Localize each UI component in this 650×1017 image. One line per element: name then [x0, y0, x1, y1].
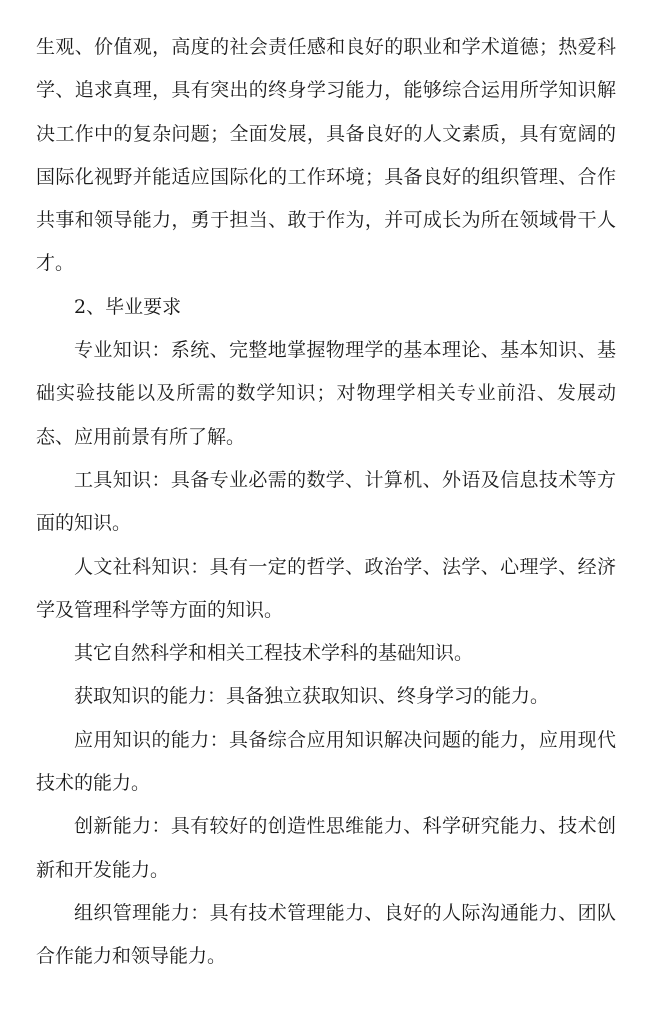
paragraph-professional-knowledge: 专业知识：系统、完整地掌握物理学的基本理论、基本知识、基础实验技能以及所需的数学知识；对物理学相关专业前沿、发展动态、应用前景有所了解。 — [36, 339, 616, 448]
document-page — [36, 26, 616, 979]
intro-paragraph: 生观、价值观，高度的社会责任感和良好的职业和学术道德；热爱科学、追求真理，具有突出的终身学习能力，能够综合运用所学知识解决工作中的复杂问题；全面发展，具备良好的人文素质，具有宽阔的国际化视野并能适应国际化的工作环境；具备良好的组织管理、合作共事和领导能力，勇于担当、敢于作为，并可成长为所在领域骨干人才。 — [36, 36, 616, 275]
paragraph-management: 组织管理能力：具有技术管理能力、良好的人际沟通能力、团队合作能力和领导能力。 — [36, 901, 616, 968]
paragraph-innovation: 创新能力：具有较好的创造性思维能力、科学研究能力、技术创新和开发能力。 — [36, 815, 616, 881]
paragraph-humanities-knowledge: 人文社科知识：具有一定的哲学、政治学、法学、心理学、经济学及管理科学等方面的知识。 — [36, 555, 616, 621]
section-heading: 2、毕业要求 — [74, 295, 182, 318]
paragraph-other-sciences: 其它自然科学和相关工程技术学科的基础知识。 — [74, 642, 474, 665]
paragraph-knowledge-application: 应用知识的能力：具备综合应用知识解决问题的能力，应用现代技术的能力。 — [36, 728, 616, 795]
paragraph-tool-knowledge: 工具知识：具备专业必需的数学、计算机、外语及信息技术等方面的知识。 — [36, 468, 616, 535]
paragraph-knowledge-acquisition: 获取知识的能力：具备独立获取知识、终身学习的能力。 — [74, 685, 550, 708]
